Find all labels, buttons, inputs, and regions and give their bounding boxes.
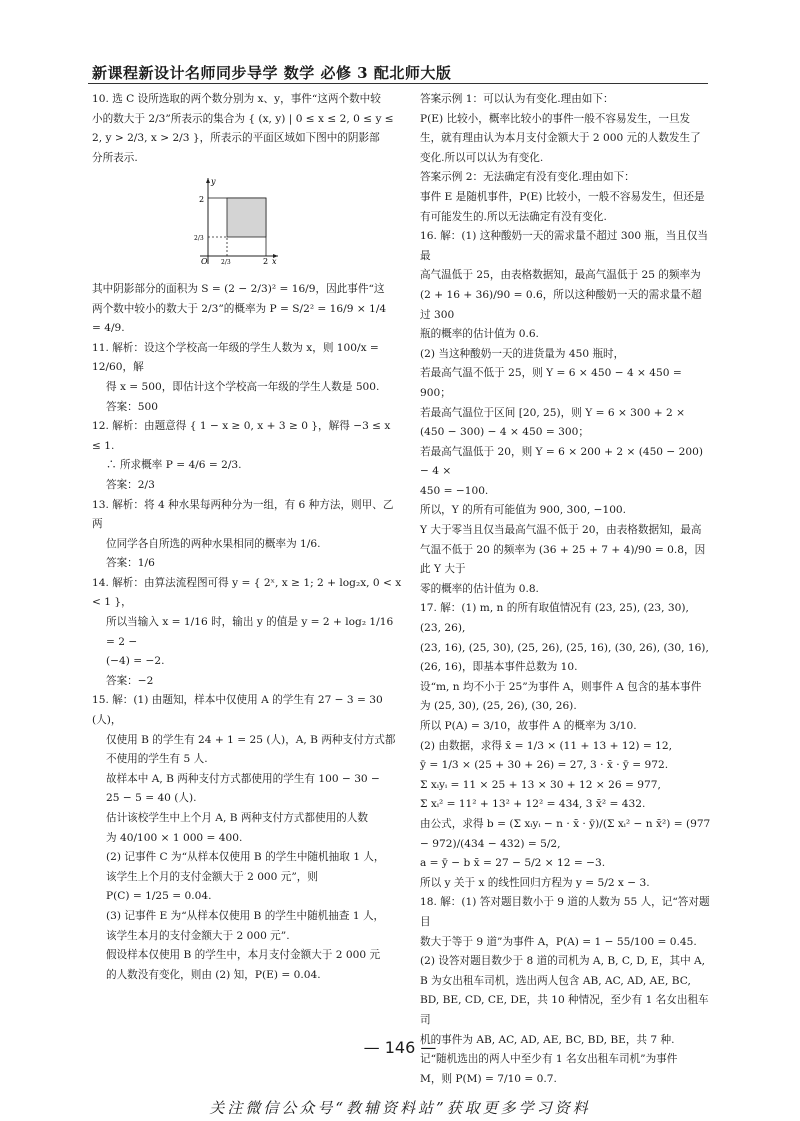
text-line: M，则 P(M) = 7/10 = 0.7.	[420, 1072, 557, 1085]
text-line: (−4) = −2.	[106, 655, 165, 668]
text-line: 为 (25, 30), (25, 26), (30, 26).	[420, 700, 577, 713]
text-line: (2) 当这种酸奶一天的进货量为 450 瓶时，	[420, 347, 625, 360]
answer-line: 答案：1/6	[106, 557, 155, 570]
text-line: (23, 16), (25, 30), (25, 26), (25, 16), (30, 26), (30, 16),	[420, 641, 709, 654]
y-tick-2: 2	[199, 195, 205, 205]
answer-line: 答案：2/3	[106, 478, 155, 491]
text-line: 分所表示.	[92, 151, 138, 164]
text-line: 设“m, n 均不小于 25”为事件 A，则事件 A 包含的基本事件	[420, 680, 702, 693]
text-line: 瓶的概率的估计值为 0.6.	[420, 328, 539, 341]
text-line: 假设样本仅使用 B 的学生中，本月支付金额大于 2 000 元	[106, 949, 381, 962]
y-tick-two-thirds: 2/3	[194, 235, 204, 243]
text-line: 16. 解：(1) 这种酸奶一天的需求量不超过 300 瓶，当且仅当最	[420, 230, 709, 262]
text-line: 机的事件为 AB, AC, AD, AE, BC, BD, BE，共 7 种.	[420, 1033, 675, 1046]
text-line: 11. 解析：设这个学校高一年级的学生人数为 x，则 100/x = 12/60，解	[92, 341, 379, 374]
text-line: 不使用的学生有 5 人.	[106, 753, 208, 766]
text-line: 答案示例 1：可以认为有变化.理由如下：	[420, 93, 614, 105]
text-line: 得 x = 500，即估计这个学校高一年级的学生人数是 500.	[106, 380, 380, 393]
text-line: 若最高气温不低于 25，则 Y = 6 × 450 − 4 × 450 = 900；	[420, 367, 682, 399]
text-line: 若最高气温低于 20，则 Y = 6 × 200 + 2 × (450 − 200) − 4 ×	[420, 445, 704, 478]
text-line: P(E) 比较小，概率比较小的事件一般不容易发生，一旦发	[420, 112, 691, 125]
text-line: BD, BE, CD, CE, DE，共 10 种情况，至少有 1 名女出租车司	[420, 994, 709, 1026]
text-line: 10. 选 C 设所选取的两个数分别为 x、y，事件“这两个数中较	[92, 93, 381, 105]
text-line: 估计该校学生中上个月 A, B 两种支付方式都使用的人数	[106, 812, 368, 824]
left-column	[92, 90, 402, 985]
text-line: a = ȳ − b x̄ = 27 − 5/2 × 12 = −3.	[420, 857, 606, 870]
text-line: 两个数中较小的数大于 2/3”的概率为 P = S/2² = 16/9 × 1/4	[92, 302, 387, 315]
text-line: 气温不低于 20 的频率为 (36 + 25 + 7 + 4)/90 = 0.8，因此 Y 大于	[420, 543, 706, 576]
text-line: 位同学各自所选的两种水果相同的概率为 1/6.	[106, 537, 321, 550]
x-axis-label: x	[272, 257, 277, 267]
text-line: (2) 由数据，求得 x̄ = 1/3 × (11 + 13 + 12) = 12,	[420, 739, 672, 752]
text-line: 仅使用 B 的学生有 24 + 1 = 25 (人)，A, B 两种支付方式都	[106, 733, 396, 746]
text-line: 所以，Y 的所有可能值为 900, 300, −100.	[420, 504, 627, 517]
header-divider	[88, 83, 708, 84]
footer-note: 关注微信公众号“教辅资料站”获取更多学习资料	[209, 1099, 591, 1117]
text-line: 15. 解：(1) 由题知，样本中仅使用 A 的学生有 27 − 3 = 30 (人)，	[92, 694, 383, 727]
text-line: (2 + 16 + 36)/90 = 0.6，所以这种酸奶一天的需求量不超过 300	[420, 288, 702, 321]
text-line: 12. 解析：由题意得 { 1 − x ≥ 0, x + 3 ≥ 0 }，解得 −3 ≤ x ≤ 1.	[92, 420, 391, 452]
text-line: (3) 记事件 E 为“从样本仅使用 B 的学生中随机抽查 1 人，	[106, 909, 385, 922]
text-line: 若最高气温位于区间 [20, 25)，则 Y = 6 × 300 + 2 ×	[420, 406, 685, 419]
text-line: P(C) = 1/25 = 0.04.	[106, 890, 212, 903]
text-line: 生，就有理由认为本月支付金额大于 2 000 元的人数发生了	[420, 132, 701, 145]
text-line: Σ xᵢ² = 11² + 13² + 12² = 434, 3 x̄² = 432.	[420, 798, 646, 811]
text-line: 数大于等于 9 道”为事件 A，P(A) = 1 − 55/100 = 0.45.	[420, 935, 697, 948]
text-line: ȳ = 1/3 × (25 + 30 + 26) = 27, 3 · x̄ · ȳ = 972.	[420, 759, 669, 772]
text-line: 答案示例 2：无法确定有没有变化.理由如下：	[420, 171, 635, 184]
text-line: 有可能发生的.所以无法确定有没有变化.	[420, 210, 607, 223]
text-line: 13. 解析：将 4 种水果每两种分为一组，有 6 种方法，则甲、乙两	[92, 498, 394, 531]
text-line: 为 40/100 × 1 000 = 400.	[106, 831, 243, 844]
text-line: 记“随机选出的两人中至少有 1 名女出租车司机”为事件	[420, 1053, 678, 1066]
region-graph	[192, 174, 402, 274]
text-line: 17. 解：(1) m, n 的所有取值情况有 (23, 25), (23, 30), (23, 26),	[420, 602, 689, 635]
text-line: 零的概率的估计值为 0.8.	[420, 582, 539, 595]
text-line: 的人数没有变化，则由 (2) 知，P(E) = 0.04.	[106, 968, 321, 981]
text-line: 14. 解析：由算法流程图可得 y = { 2ˣ, x ≥ 1; 2 + log₂x, 0 < x < 1 }，	[92, 576, 402, 609]
text-line: (2) 设答对题目数少于 8 道的司机为 A, B, C, D, E，其中 A,	[420, 955, 706, 968]
x-tick-2: 2	[263, 257, 269, 267]
text-line: 所以 P(A) = 3/10，故事件 A 的概率为 3/10.	[420, 720, 637, 732]
answer-line: 答案：500	[106, 400, 159, 413]
text-line: 由公式，求得 b = (Σ xᵢyᵢ − n · x̄ · ȳ)/(Σ xᵢ² − n x̄²) = (977 − 972)/(434 − 432) = 5/2,	[420, 817, 711, 850]
text-line: 故样本中 A, B 两种支付方式都使用的学生有 100 − 30 −	[106, 772, 380, 785]
origin-label: O	[201, 257, 208, 267]
text-line: Σ xᵢyᵢ = 11 × 25 + 13 × 30 + 12 × 26 = 977,	[420, 778, 661, 791]
text-line: 变化.所以可以认为有变化.	[420, 151, 544, 164]
text-line: 所以当输入 x = 1/16 时，输出 y 的值是 y = 2 + log₂ 1/16 = 2 −	[106, 616, 394, 648]
text-line: 所以 y 关于 x 的线性回归方程为 y = 5/2 x − 3.	[420, 876, 650, 889]
text-line: = 4/9.	[92, 322, 125, 335]
x-tick-two-thirds: 2/3	[221, 259, 231, 267]
text-line: (26, 16)，即基本事件总数为 10.	[420, 661, 578, 674]
text-line: 小的数大于 2/3”所表示的集合为 { (x, y) | 0 ≤ x ≤ 2, 0 ≤ y ≤	[92, 112, 394, 125]
text-line: (450 − 300) − 4 × 450 = 300；	[420, 426, 589, 439]
text-line: ∴ 所求概率 P = 4/6 = 2/3.	[106, 459, 242, 472]
answer-line: 答案：−2	[106, 674, 154, 687]
text-line: 高气温低于 25，由表格数据知，最高气温低于 25 的频率为	[420, 269, 701, 282]
text-line: 其中阴影部分的面积为 S = (2 − 2/3)² = 16/9，因此事件“这	[92, 282, 385, 295]
right-column	[420, 90, 712, 1089]
text-line: 25 − 5 = 40 (人).	[106, 792, 197, 805]
text-line: 2, y > 2/3, x > 2/3 }，所表示的平面区域如下图中的阴影部	[92, 132, 380, 145]
text-line: (2) 记事件 C 为“从样本仅使用 B 的学生中随机抽取 1 人，	[106, 851, 385, 864]
text-line: Y 大于零当且仅当最高气温不低于 20，由表格数据知，最高	[420, 524, 702, 537]
text-line: 该学生本月的支付金额大于 2 000 元”.	[106, 929, 290, 942]
text-line: 450 = −100.	[420, 484, 489, 497]
page-header: 新课程新设计名师同步导学 数学 必修 3 配北师大版	[92, 64, 452, 82]
text-line: B 为女出租车司机，选出两人包含 AB, AC, AD, AE, BC,	[420, 974, 691, 987]
text-line: 该学生上个月的支付金额大于 2 000 元”，则	[106, 870, 318, 883]
y-axis-label: y	[211, 177, 216, 187]
text-line: 事件 E 是随机事件，P(E) 比较小，一般不容易发生，但还是	[420, 190, 705, 203]
text-line: 18. 解：(1) 答对题目数小于 9 道的人数为 55 人，记“答对题目	[420, 896, 710, 928]
page-number: — 146 —	[363, 1038, 437, 1057]
